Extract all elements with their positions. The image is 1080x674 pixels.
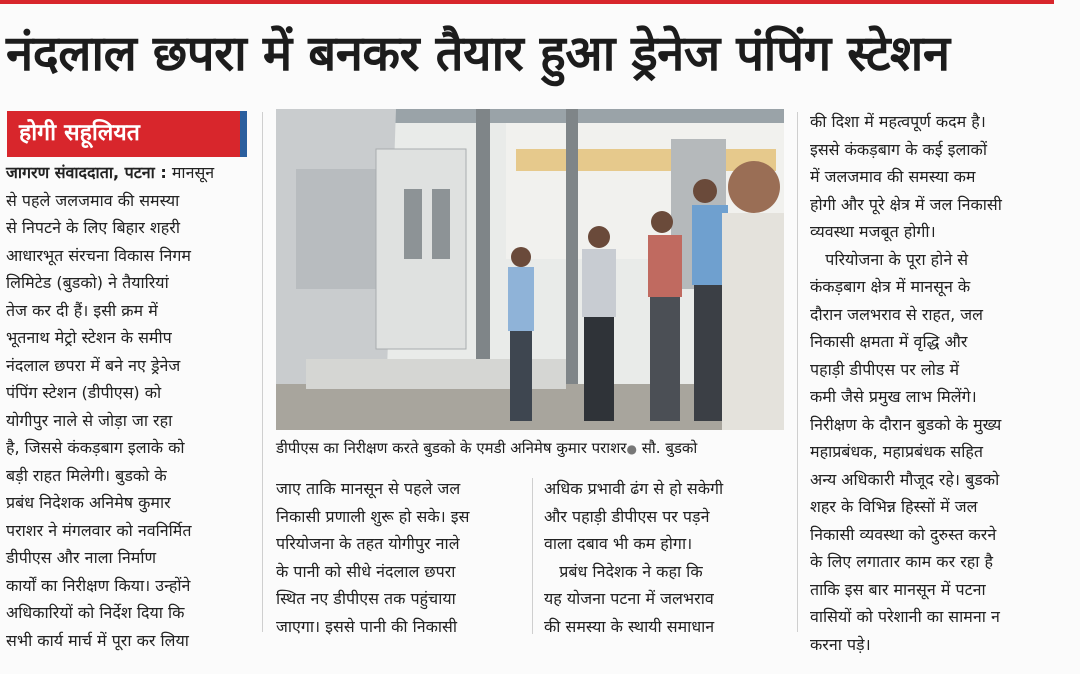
article-line: व्यवस्था मजबूत होगी। — [810, 222, 936, 241]
inspection-photo-illustration — [276, 109, 784, 430]
article-line: वासियों को परेशानी का सामना न — [810, 607, 1000, 626]
article-line: है, जिससे कंकड़बाग इलाके को — [6, 438, 185, 457]
article-line: कंकड़बाग क्षेत्र में मानसून के — [810, 277, 971, 296]
article-line: करना पड़े। — [810, 634, 871, 654]
article-line: स्थित नए डीपीएस तक पहुंचाया — [276, 589, 456, 608]
kicker-box — [7, 111, 247, 157]
article-line: और पहाड़ी डीपीएस पर पड़ने — [544, 506, 710, 526]
article-line: नंदलाल छपरा में बने नए ड्रेनेज — [6, 355, 181, 375]
article-line: जाए ताकि मानसून से पहले जल — [276, 479, 461, 498]
article-line: योगीपुर नाले से जोड़ा जा रहा — [6, 410, 173, 430]
article-line: जागरण संवाददाता, पटना : मानसून — [6, 163, 215, 182]
article-column-4 — [810, 108, 1057, 658]
kicker-label: होगी सहूलियत — [19, 120, 140, 146]
photo-caption — [276, 436, 784, 461]
article-line: निकासी व्यवस्था को दुरुस्त करने — [810, 524, 997, 544]
article-line: बड़ी राहत मिलेगी। बुडको के — [6, 465, 167, 485]
article-line: में जलजमाव की समस्या कम — [810, 167, 976, 186]
article-line: प्रबंध निदेशक ने कहा कि — [544, 561, 703, 581]
article-line: वाला दबाव भी कम होगा। — [544, 534, 693, 553]
article-line: सभी कार्य मार्च में पूरा कर लिया — [6, 630, 189, 650]
article-line: महाप्रबंधक, महाप्रबंधक सहित — [810, 442, 983, 461]
article-line: की समस्या के स्थायी समाधान — [544, 616, 715, 636]
article-line: परियोजना के पूरा होने से — [810, 249, 969, 269]
column-divider — [262, 112, 263, 632]
photo-credit: सौ. बुडको — [641, 439, 698, 457]
caption-text: डीपीएस का निरीक्षण करते बुडको के एमडी अनिमेष कुमार पराशर — [276, 439, 627, 457]
article-line: डीपीएस और नाला निर्माण — [6, 548, 157, 567]
bullet-icon: ● — [626, 442, 637, 456]
article-line: आधारभूत संरचना विकास निगम — [6, 245, 191, 265]
article-line: निकासी क्षमता में वृद्धि और — [810, 332, 968, 351]
article-line: ताकि इस बार मानसून में पटना — [810, 579, 986, 599]
article-line: प्रबंध निदेशक अनिमेष कुमार — [6, 493, 171, 512]
column-divider — [797, 112, 798, 632]
article-line: यह योजना पटना में जलभराव — [544, 589, 714, 608]
article-line: से निपटने के लिए बिहार शहरी — [6, 218, 180, 237]
article-line: अधिकारियों को निर्देश दिया कि — [6, 603, 185, 622]
article-line: अधिक प्रभावी ढंग से हो सकेगी — [544, 479, 724, 498]
article-column-3 — [544, 475, 786, 640]
article-line: पराशर ने मंगलवार को नवनिर्मित — [6, 520, 192, 540]
article-line: भूतनाथ मेट्रो स्टेशन के समीप — [6, 328, 172, 347]
article-column-2 — [276, 475, 520, 640]
article-column-1 — [6, 159, 249, 654]
headline: नंदलाल छपरा में बनकर तैयार हुआ ड्रेनेज पंपिंग स्टेशन — [6, 25, 950, 82]
article-line: के पानी को सीधे नंदलाल छपरा — [276, 561, 456, 581]
article-line: होगी और पूरे क्षेत्र में जल निकासी — [810, 194, 1002, 214]
article-line: निकासी प्रणाली शुरू हो सके। इस — [276, 506, 470, 526]
article-line: निरीक्षण के दौरान बुडको के मुख्य — [810, 414, 1002, 434]
article-line: पहाड़ी डीपीएस पर लोड में — [810, 359, 960, 379]
article-line: कमी जैसे प्रमुख लाभ मिलेंगे। — [810, 387, 977, 406]
article-line: के लिए लगातार काम कर रहा है — [810, 552, 993, 571]
top-red-rule — [0, 0, 1054, 4]
article-line: कार्यों का निरीक्षण किया। उन्होंने — [6, 575, 191, 595]
article-line: दौरान जलभराव से राहत, जल — [810, 304, 984, 324]
news-photo — [276, 109, 784, 430]
column-divider — [532, 478, 533, 634]
article-line: शहर के विभिन्न हिस्सों में जल — [810, 497, 978, 516]
article-line: जाएगा। इससे पानी की निकासी — [276, 616, 458, 636]
article-line: पंपिंग स्टेशन (डीपीएस) को — [6, 383, 162, 402]
article-line: तेज कर दी हैं। इसी क्रम में — [6, 300, 158, 320]
article-line: से पहले जलजमाव की समस्या — [6, 190, 180, 210]
article-line: अन्य अधिकारी मौजूद रहे। बुडको — [810, 469, 1000, 489]
article-line: की दिशा में महत्वपूर्ण कदम है। — [810, 112, 986, 131]
article-line: इससे कंकड़बाग के कई इलाकों — [810, 139, 987, 159]
article-line: लिमिटेड (बुडको) ने तैयारियां — [6, 273, 169, 292]
article-line: परियोजना के तहत योगीपुर नाले — [276, 534, 460, 553]
dateline: जागरण संवाददाता, पटना : — [6, 163, 167, 182]
